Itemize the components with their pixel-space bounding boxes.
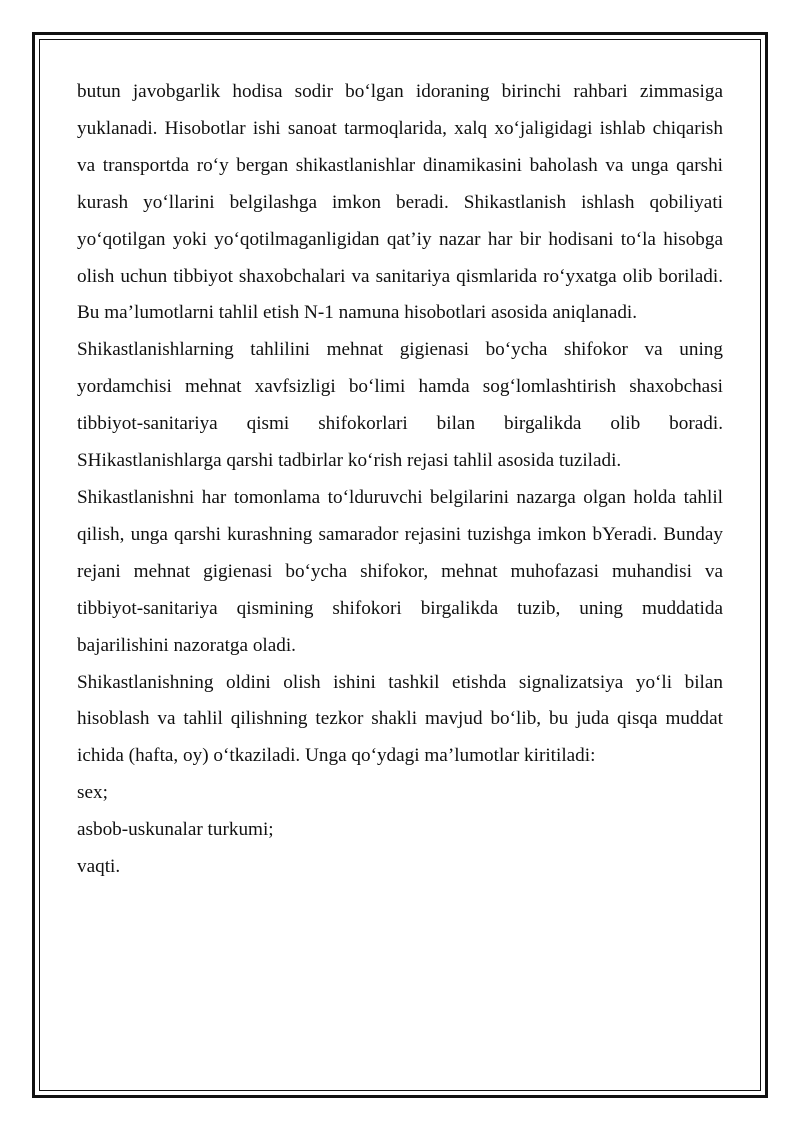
paragraph-3: Shikastlanishni har tomonlama to‘lduruvchi belgilarini nazarga olgan holda tahlil qilish, unga qarshi kurashning samarador rejasini tuzishga imkon bYeradi. Bunday rejani mehnat gigienasi bo‘ycha shifokor, mehnat muhofazasi muhandisi va tibbiyot-sanitariya qismining shifokori birgalikda tuzib, uning muddatida bajarilishini nazoratga oladi. (77, 486, 723, 656)
list-item-sex: sex; (77, 782, 108, 804)
paragraph-1: butun javobgarlik hodisa sodir bo‘lgan idoraning birinchi rahbari zimmasiga yuklanadi. Hisobotlar ishi sanoat tarmoqlarida, xalq xo‘jaligidagi ishlab chiqarish va transportda ro‘y bergan shikastlanishlar dinamikasini baholash va unga qarshi kurash yo‘llarini belgilashga imkon beradi. Shikastlanish ishlash qobiliyati yo‘qotilgan yoki yo‘qotilmaganligidan qat’iy nazar har bir hodisani to‘la hisobga olish uchun tibbiyot shaxobchalari va sanitariya qismlarida ro‘yxatga olib boriladi. Bu ma’lumotlarni tahlil etish N-1 namuna hisobotlari asosida aniqlanadi. (77, 81, 723, 324)
paragraph-2: Shikastlanishlarning tahlilini mehnat gigienasi bo‘ycha shifokor va uning yordamchisi mehnat xavfsizligi bo‘limi hamda sog‘lomlashtirish shaxobchasi tibbiyot-sanitariya qismi shifokorlari bilan birgalikda olib boradi. SHikastlanishlarga qarshi tadbirlar ko‘rish rejasi tahlil asosida tuziladi. (77, 339, 723, 472)
paragraph-4: Shikastlanishning oldini olish ishini tashkil etishda signalizatsiya yo‘li bilan hisoblash va tahlil qilishning tezkor shakli mavjud bo‘lib, bu juda qisqa muddat ichida (hafta, oy) o‘tkaziladi. Unga qo‘ydagi ma’lumotlar kiritiladi: (77, 671, 723, 767)
list-item-time: vaqti. (77, 856, 121, 878)
list-item-equipment: asbob-uskunalar turkumi; (77, 819, 274, 841)
document-body (77, 74, 723, 886)
